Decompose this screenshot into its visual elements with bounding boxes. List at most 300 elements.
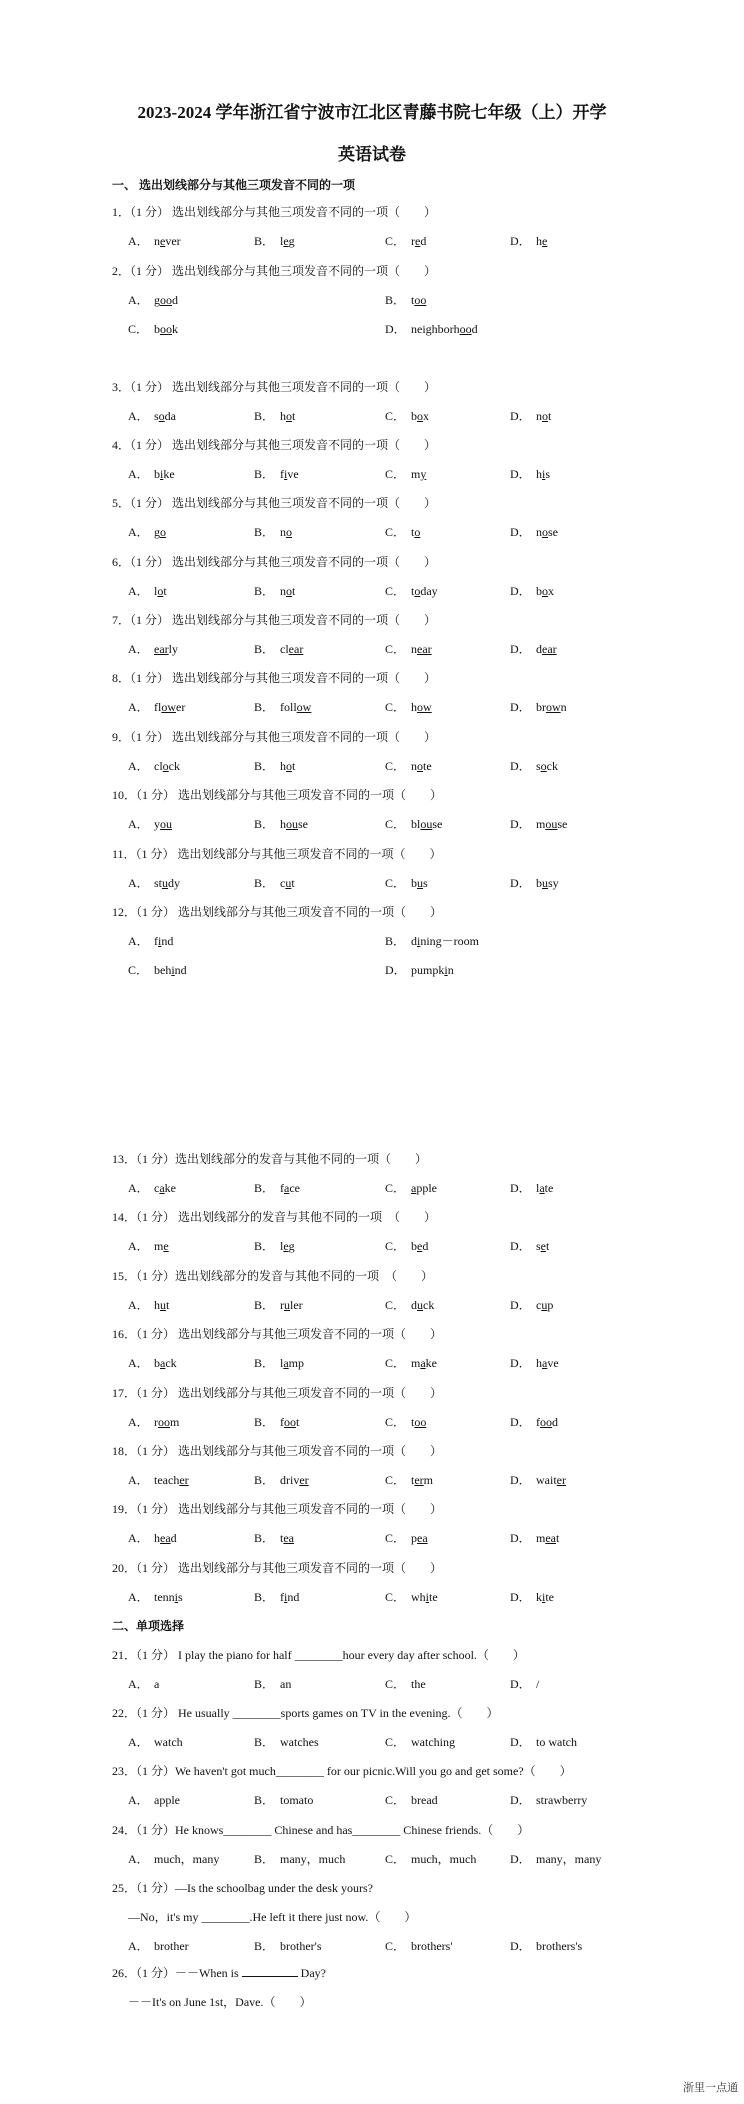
option-label: B． <box>254 1239 275 1253</box>
option-word <box>411 934 479 948</box>
underlined-part: ow <box>417 700 432 714</box>
question-6-option-b[interactable] <box>254 582 295 599</box>
word-part: h <box>536 1356 542 1370</box>
question-17-option-a[interactable] <box>128 1413 179 1430</box>
question-14-option-a[interactable] <box>128 1237 169 1254</box>
option-word <box>411 467 426 481</box>
option-word <box>411 1531 428 1545</box>
question-23-option-d[interactable] <box>510 1791 587 1808</box>
option-label: D． <box>510 1298 531 1312</box>
question-12-option-d[interactable] <box>385 961 454 978</box>
question-3-option-b[interactable] <box>254 407 295 424</box>
question-7-option-a[interactable] <box>128 640 178 657</box>
question-16-option-a[interactable] <box>128 1354 177 1371</box>
option-label: A． <box>128 759 149 773</box>
question-23-option-c[interactable] <box>385 1791 438 1808</box>
question-5-option-c[interactable] <box>385 523 420 540</box>
option-label: A． <box>128 1735 149 1749</box>
underlined-part: er <box>299 1473 309 1487</box>
option-label: B． <box>385 293 406 307</box>
option-word <box>154 1939 189 1953</box>
option-label: D． <box>510 876 531 890</box>
word-part: se <box>548 525 558 539</box>
underlined-part: o <box>542 584 548 598</box>
question-6-option-d[interactable] <box>510 582 554 599</box>
question-14-stem: 14．（1 分） 选出划线部分的发音与其他不同的一项 （ ） <box>112 1210 437 1224</box>
option-word <box>154 1298 169 1312</box>
question-24-option-d[interactable] <box>510 1850 601 1867</box>
word-part: s <box>178 1590 183 1604</box>
word-part: h <box>280 817 286 831</box>
question-23-option-b[interactable] <box>254 1791 313 1808</box>
question-4-option-d[interactable] <box>510 465 550 482</box>
word-part: r <box>280 1298 284 1312</box>
question-15-option-b[interactable] <box>254 1296 303 1313</box>
word-part: ck <box>423 1298 435 1312</box>
question-18-stem: 18．（1 分） 选出划线部分与其他三项发音不同的一项（ ） <box>112 1444 443 1458</box>
word-part: b <box>536 876 542 890</box>
question-5-option-b[interactable] <box>254 523 292 540</box>
question-13-option-b[interactable] <box>254 1179 300 1196</box>
question-9-option-d[interactable] <box>510 757 558 774</box>
question-7-option-b[interactable] <box>254 640 303 657</box>
word-part: the <box>411 1677 426 1691</box>
word-part: x <box>548 584 554 598</box>
word-part: dy <box>168 876 181 890</box>
word-part: s <box>545 467 551 481</box>
question-1-option-a[interactable] <box>128 232 181 249</box>
underlined-part: i <box>174 1590 179 1604</box>
question-17-option-c[interactable] <box>385 1413 426 1430</box>
option-label: B． <box>254 817 275 831</box>
question-18-option-a[interactable] <box>128 1471 189 1488</box>
word-part: b <box>411 1239 417 1253</box>
underlined-part: e <box>283 234 289 248</box>
section-2-heading: 二、单项选择 <box>112 1619 185 1633</box>
word-part: te <box>429 1590 438 1604</box>
option-label: D． <box>510 1793 531 1807</box>
word-part: teach <box>154 1473 180 1487</box>
question-19-option-c[interactable] <box>385 1529 428 1546</box>
word-part: l <box>280 1239 284 1253</box>
word-part: h <box>154 1531 160 1545</box>
word-part: l <box>280 234 284 248</box>
option-label: A． <box>128 642 149 656</box>
underlined-part: o <box>286 409 292 423</box>
word-part: h <box>536 234 542 248</box>
question-18-option-b[interactable] <box>254 1471 309 1488</box>
underlined-part: oo <box>158 1415 170 1429</box>
underlined-part: o <box>414 584 421 598</box>
question-13-option-c[interactable] <box>385 1179 437 1196</box>
question-13-option-d[interactable] <box>510 1179 553 1196</box>
question-24-option-c[interactable] <box>385 1850 476 1867</box>
question-17-option-d[interactable] <box>510 1413 558 1430</box>
option-word <box>411 963 454 977</box>
question-22-option-c[interactable] <box>385 1733 455 1750</box>
word-part: b <box>154 322 160 336</box>
question-22-stem: 22．（1 分） He usually ________sports games on TV in the evening.（ ） <box>112 1706 499 1720</box>
option-label: A． <box>128 293 149 307</box>
question-21-option-a[interactable] <box>128 1675 159 1692</box>
option-word <box>411 1239 428 1253</box>
option-word <box>411 1356 437 1370</box>
question-16-option-b[interactable] <box>254 1354 304 1371</box>
word-part: se <box>557 817 568 831</box>
question-12-option-b[interactable] <box>385 932 479 949</box>
option-word <box>536 525 558 539</box>
option-word <box>536 1852 601 1866</box>
underlined-part: e <box>283 1239 289 1253</box>
word-part: br <box>536 700 546 714</box>
question-23-option-a[interactable] <box>128 1791 180 1808</box>
underlined-part: ear <box>288 642 304 656</box>
word-part: much，many <box>154 1852 220 1866</box>
option-label: C． <box>385 1239 406 1253</box>
word-part: n <box>411 759 417 773</box>
word-part: many，many <box>536 1852 602 1866</box>
underlined-part: i <box>425 1590 430 1604</box>
option-word <box>280 409 295 423</box>
word-part: n <box>280 584 286 598</box>
underlined-part: ow <box>161 700 177 714</box>
underlined-part: oo <box>414 293 427 307</box>
option-word <box>280 1415 299 1429</box>
question-9-option-b[interactable] <box>254 757 295 774</box>
word-part: p <box>547 1298 554 1312</box>
question-14-option-b[interactable] <box>254 1237 295 1254</box>
option-word <box>411 1677 426 1691</box>
word-part: m <box>170 1415 180 1429</box>
question-10-option-c[interactable] <box>385 815 442 832</box>
question-12-stem: 12．（1 分） 选出划线部分与其他三项发音不同的一项（ ） <box>112 905 443 919</box>
word-part: ck <box>546 759 558 773</box>
word-part: nd <box>174 963 187 977</box>
underlined-part: e <box>160 234 166 248</box>
underlined-part: ou <box>545 817 558 831</box>
question-18-option-d[interactable] <box>510 1471 566 1488</box>
question-5-option-a[interactable] <box>128 523 166 540</box>
word-part: m <box>411 1356 421 1370</box>
option-word <box>411 1793 438 1807</box>
word-part: h <box>411 700 417 714</box>
word-part: t <box>411 584 415 598</box>
word-part: m <box>536 817 546 831</box>
question-10-option-b[interactable] <box>254 815 308 832</box>
underlined-part: o <box>540 759 547 773</box>
question-7-stem: 7．（1 分） 选出划线部分与其他三项发音不同的一项（ ） <box>112 613 437 627</box>
question-11-option-c[interactable] <box>385 874 428 891</box>
question-10-option-a[interactable] <box>128 815 172 832</box>
word-part: m <box>423 1473 434 1487</box>
answer-blank <box>242 1965 298 1977</box>
word-part: t <box>292 759 296 773</box>
underlined-part: ou <box>160 817 172 831</box>
underlined-part: oo <box>160 322 172 336</box>
option-label: C． <box>385 642 406 656</box>
option-word <box>280 1793 313 1807</box>
option-word <box>411 525 420 539</box>
word-part: s <box>154 409 159 423</box>
question-25-option-d[interactable] <box>510 1937 582 1954</box>
option-label: B． <box>254 759 275 773</box>
question-25-option-c[interactable] <box>385 1937 452 1954</box>
option-label: C． <box>385 234 406 248</box>
word-part: n <box>536 409 542 423</box>
question-9-option-c[interactable] <box>385 757 432 774</box>
question-16-option-d[interactable] <box>510 1354 559 1371</box>
option-label: C． <box>385 467 406 481</box>
word-part: ke <box>163 467 175 481</box>
question-24-option-b[interactable] <box>254 1850 345 1867</box>
question-2-option-a[interactable] <box>128 291 178 308</box>
question-22-option-b[interactable] <box>254 1733 319 1750</box>
word-part: ve <box>547 1356 559 1370</box>
question-12-option-a[interactable] <box>128 932 173 949</box>
option-word <box>536 817 567 831</box>
question-3-option-a[interactable] <box>128 407 176 424</box>
question-3-option-c[interactable] <box>385 407 429 424</box>
word-part: er <box>176 700 186 714</box>
word-part: d <box>170 1531 177 1545</box>
option-word <box>536 1793 587 1807</box>
question-7-option-c[interactable] <box>385 640 432 657</box>
word-part: s <box>423 876 428 890</box>
question-2-option-c[interactable] <box>128 320 178 337</box>
option-label: A． <box>128 934 149 948</box>
option-label: C． <box>385 817 406 831</box>
word-part: t <box>163 584 167 598</box>
word-part: t <box>411 1473 415 1487</box>
word-part: n <box>447 963 454 977</box>
underlined-part: i <box>444 963 448 977</box>
word-part: ce <box>289 1181 300 1195</box>
word-part: cl <box>280 642 289 656</box>
option-label: A． <box>128 876 149 890</box>
question-25-option-b[interactable] <box>254 1937 321 1954</box>
word-part: l <box>154 584 158 598</box>
question-4-option-b[interactable] <box>254 465 299 482</box>
option-word <box>536 1590 554 1604</box>
question-6-option-c[interactable] <box>385 582 438 599</box>
question-13-option-a[interactable] <box>128 1179 176 1196</box>
option-word <box>154 1415 179 1429</box>
question-1-option-b[interactable] <box>254 232 295 249</box>
question-12-option-c[interactable] <box>128 961 187 978</box>
option-label: B． <box>254 1590 275 1604</box>
question-21-option-d[interactable] <box>510 1675 539 1692</box>
question-2-option-b[interactable] <box>385 291 426 308</box>
question-20-stem: 20．（1 分） 选出划线部分与其他三项发音不同的一项（ ） <box>112 1561 443 1575</box>
word-part: n <box>536 525 542 539</box>
question-1-option-c[interactable] <box>385 232 426 249</box>
option-label: C． <box>385 1473 406 1487</box>
underlined-part: a <box>284 1181 290 1195</box>
option-label: A． <box>128 1356 149 1370</box>
question-6-option-a[interactable] <box>128 582 167 599</box>
option-label: B． <box>254 1793 275 1807</box>
underlined-part: e <box>163 1239 169 1253</box>
question-20-option-c[interactable] <box>385 1588 438 1605</box>
word-part: se <box>298 817 308 831</box>
word-part: t <box>296 1415 300 1429</box>
question-5-option-d[interactable] <box>510 523 558 540</box>
question-26-stem: 26．（1 分）－－When is Day? <box>112 1966 326 1980</box>
word-part: cl <box>154 759 163 773</box>
word-part: b <box>154 467 160 481</box>
option-label: D． <box>510 1181 531 1195</box>
option-word <box>154 525 166 539</box>
option-word <box>411 876 428 890</box>
word-part: f <box>536 1415 540 1429</box>
question-19-option-b[interactable] <box>254 1529 294 1546</box>
question-19-option-a[interactable] <box>128 1529 177 1546</box>
question-19-option-d[interactable] <box>510 1529 559 1546</box>
option-word <box>411 1298 434 1312</box>
option-word <box>536 1473 566 1487</box>
underlined-part: i <box>171 963 175 977</box>
question-22-option-a[interactable] <box>128 1733 183 1750</box>
question-4-option-a[interactable] <box>128 465 175 482</box>
option-word <box>536 1298 553 1312</box>
question-14-option-d[interactable] <box>510 1237 549 1254</box>
question-8-option-b[interactable] <box>254 698 311 715</box>
option-label: D． <box>510 817 531 831</box>
option-word <box>411 1415 426 1429</box>
question-24-option-a[interactable] <box>128 1850 219 1867</box>
word-part: many，much <box>280 1852 346 1866</box>
question-20-option-d[interactable] <box>510 1588 554 1605</box>
question-8-option-d[interactable] <box>510 698 567 715</box>
option-label: D． <box>510 1356 531 1370</box>
word-part: c <box>154 1181 160 1195</box>
question-22-option-d[interactable] <box>510 1733 577 1750</box>
word-part: b <box>411 409 417 423</box>
underlined-part: u <box>417 1298 423 1312</box>
option-word <box>411 1939 452 1953</box>
option-label: B． <box>254 1298 275 1312</box>
underlined-part: ea <box>545 1531 556 1545</box>
question-7-option-d[interactable] <box>510 640 557 657</box>
option-word <box>154 1181 176 1195</box>
word-part: watch <box>154 1735 183 1749</box>
question-15-option-a[interactable] <box>128 1296 169 1313</box>
word-part: foll <box>280 700 297 714</box>
question-13-stem: 13．（1 分）选出划线部分的发音与其他不同的一项（ ） <box>112 1152 428 1166</box>
option-word <box>411 293 426 307</box>
option-label: A． <box>128 1473 149 1487</box>
underlined-part: u <box>160 1298 166 1312</box>
question-9-option-a[interactable] <box>128 757 180 774</box>
option-word <box>536 467 550 481</box>
question-2-option-d[interactable] <box>385 320 478 337</box>
question-3-option-d[interactable] <box>510 407 551 424</box>
underlined-part: ou <box>420 817 433 831</box>
word-part: n <box>411 642 417 656</box>
question-1-option-d[interactable] <box>510 232 547 249</box>
question-8-option-c[interactable] <box>385 698 432 715</box>
underlined-part: oo <box>414 1415 427 1429</box>
question-20-option-a[interactable] <box>128 1588 183 1605</box>
question-25-option-a[interactable] <box>128 1937 189 1954</box>
option-word <box>411 1473 433 1487</box>
underlined-part: u <box>541 1298 548 1312</box>
word-part: ck <box>165 1356 177 1370</box>
word-part: n <box>560 700 567 714</box>
option-label: C． <box>385 1939 406 1953</box>
option-word <box>411 234 426 248</box>
word-part: b <box>536 584 542 598</box>
option-label: A． <box>128 1677 149 1691</box>
question-21-option-c[interactable] <box>385 1675 426 1692</box>
question-11-option-d[interactable] <box>510 874 559 891</box>
option-word <box>280 1356 304 1370</box>
question-16-option-c[interactable] <box>385 1354 437 1371</box>
word-part: f <box>280 1181 284 1195</box>
question-15-option-d[interactable] <box>510 1296 553 1313</box>
option-word <box>154 1793 180 1807</box>
title-line-1: 2023-2024 学年浙江省宁波市江北区青藤书院七年级（上）开学 <box>137 103 607 122</box>
option-word <box>154 700 185 714</box>
question-15-option-c[interactable] <box>385 1296 434 1313</box>
option-label: C． <box>385 759 406 773</box>
option-word <box>280 1473 309 1487</box>
word-part: nd <box>287 1590 300 1604</box>
underlined-part: a <box>283 1356 289 1370</box>
option-label: A． <box>128 234 149 248</box>
option-word <box>280 759 295 773</box>
question-20-option-b[interactable] <box>254 1588 299 1605</box>
underlined-part: ear <box>154 642 169 656</box>
question-6-stem: 6．（1 分） 选出划线部分与其他三项发音不同的一项（ ） <box>112 555 437 569</box>
underlined-part: ea <box>417 1531 428 1545</box>
option-label: B． <box>254 1531 275 1545</box>
option-word <box>154 817 172 831</box>
underlined-part: o <box>542 525 548 539</box>
option-label: A． <box>128 1590 149 1604</box>
question-10-option-d[interactable] <box>510 815 567 832</box>
underlined-part: o <box>286 759 292 773</box>
word-part: an <box>280 1677 292 1691</box>
option-word <box>536 409 551 423</box>
word-part: tenn <box>154 1590 175 1604</box>
option-word <box>154 1239 169 1253</box>
option-label: A． <box>128 1793 149 1807</box>
question-8-option-a[interactable] <box>128 698 185 715</box>
question-14-option-c[interactable] <box>385 1237 428 1254</box>
option-word <box>280 1181 300 1195</box>
word-part: ke <box>164 1181 176 1195</box>
word-part: brother's <box>280 1939 322 1953</box>
question-11-option-a[interactable] <box>128 874 180 891</box>
option-word <box>411 1735 455 1749</box>
underlined-part: o <box>162 759 169 773</box>
option-word <box>411 642 432 656</box>
underlined-part: ear <box>542 642 557 656</box>
footer-watermark: 浙里一点通 <box>683 2082 738 2094</box>
word-part: c <box>280 876 286 890</box>
question-18-option-c[interactable] <box>385 1471 433 1488</box>
word-part: d <box>411 934 417 948</box>
question-21-option-b[interactable] <box>254 1675 291 1692</box>
question-17-option-b[interactable] <box>254 1413 299 1430</box>
word-part: d <box>422 1239 429 1253</box>
question-4-option-c[interactable] <box>385 465 426 482</box>
question-23-stem: 23．（1 分）We haven't got much________ for our picnic.Will you go and get some?（ ） <box>112 1764 572 1778</box>
word-part: r <box>154 1415 158 1429</box>
option-word <box>154 934 173 948</box>
question-11-option-b[interactable] <box>254 874 295 891</box>
